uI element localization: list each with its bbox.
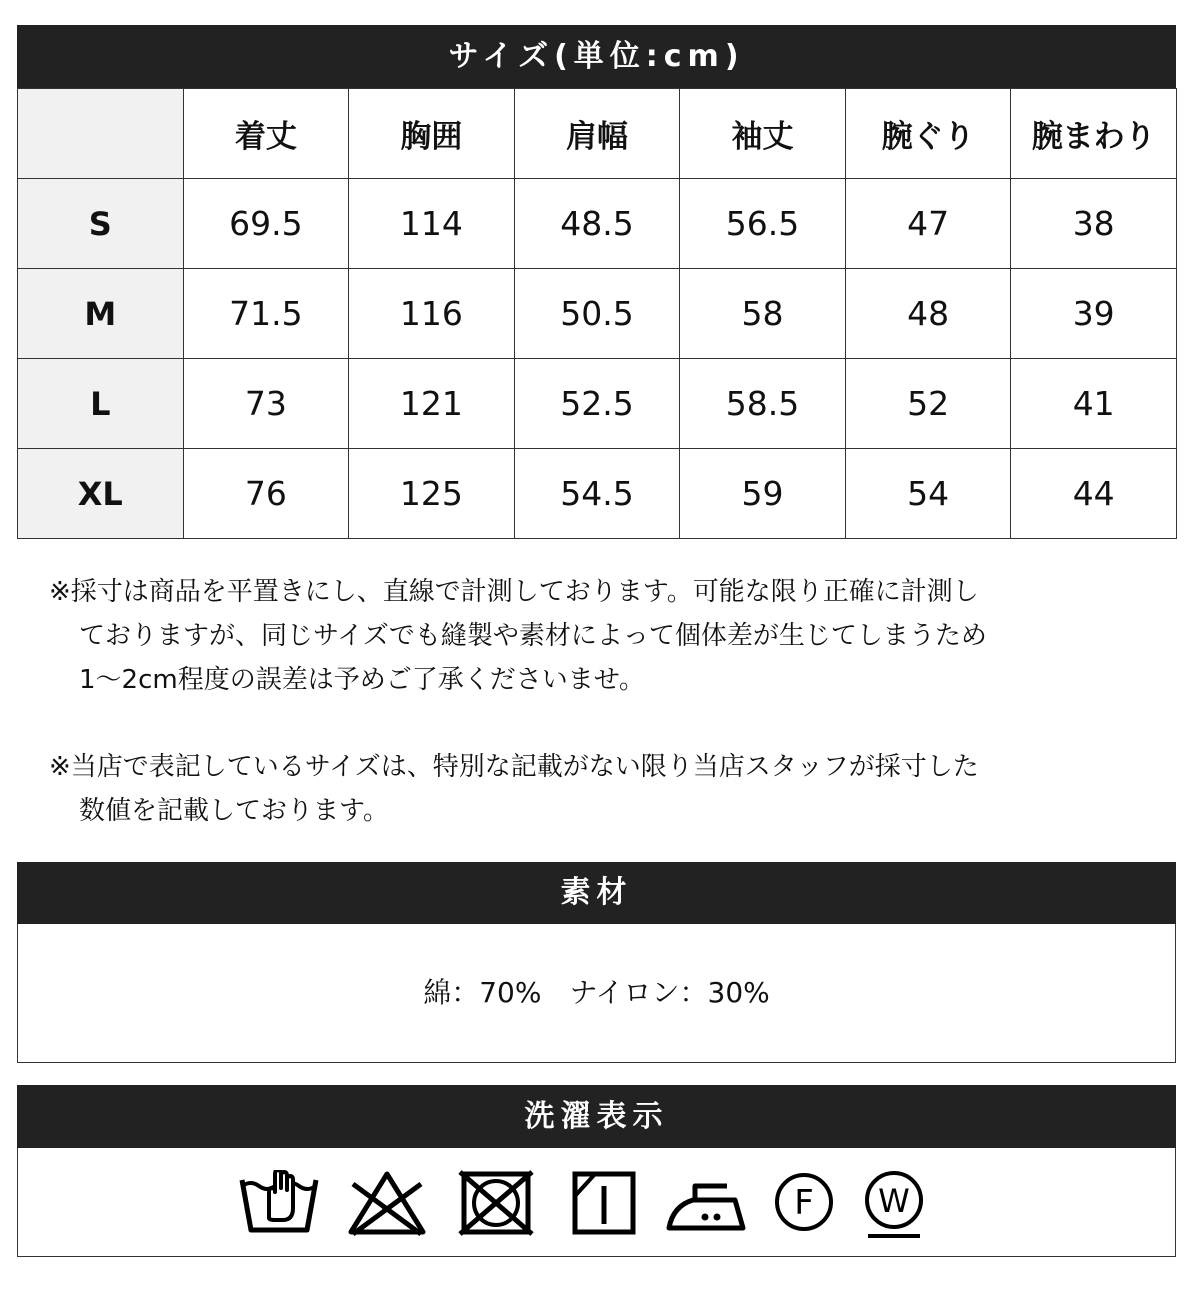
size-label: XL — [18, 449, 184, 539]
hand-wash-icon — [239, 1170, 319, 1236]
table-cell: 44 — [1011, 449, 1177, 539]
table-row — [18, 269, 1177, 359]
size-table — [17, 88, 1177, 539]
size-table-panel — [17, 25, 1176, 539]
column-header-sleeve: 袖丈 — [680, 89, 846, 179]
table-cell: 48 — [845, 269, 1011, 359]
table-row — [18, 449, 1177, 539]
table-cell: 116 — [349, 269, 515, 359]
size-notation-note — [49, 745, 1129, 833]
size-label: L — [18, 359, 184, 449]
no-bleach-icon — [347, 1170, 427, 1236]
table-cell: 48.5 — [514, 179, 680, 269]
note-line: ※採寸は商品を平置きにし、直線で計測しております。可能な限り正確に計測し — [49, 577, 979, 607]
material-text: 綿：70% ナイロン：30% — [17, 924, 1176, 1063]
care-icons — [17, 1148, 1176, 1257]
size-label: S — [18, 179, 184, 269]
iron-low-icon — [665, 1170, 747, 1236]
column-header-shoulder: 肩幅 — [514, 89, 680, 179]
care-panel — [17, 1085, 1176, 1257]
table-cell: 54 — [845, 449, 1011, 539]
line-dry-shade-icon — [571, 1170, 637, 1236]
table-cell: 38 — [1011, 179, 1177, 269]
size-table-header-row — [18, 89, 1177, 179]
table-cell: 59 — [680, 449, 846, 539]
table-row — [18, 179, 1177, 269]
table-cell: 41 — [1011, 359, 1177, 449]
column-header-arm-circumference: 腕まわり — [1011, 89, 1177, 179]
column-header-length: 着丈 — [183, 89, 349, 179]
table-cell: 50.5 — [514, 269, 680, 359]
note-line: 数値を記載しております。 — [79, 796, 389, 826]
note-line: ※当店で表記しているサイズは、特別な記載がない限り当店スタッフが採寸した — [49, 752, 979, 782]
table-cell: 73 — [183, 359, 349, 449]
note-line: ておりますが、同じサイズでも縫製や素材によって個体差が生じてしまうため — [79, 621, 987, 651]
table-cell: 47 — [845, 179, 1011, 269]
material-panel — [17, 862, 1176, 1063]
table-cell: 52.5 — [514, 359, 680, 449]
dry-clean-letter: F — [794, 1183, 814, 1223]
material-title: 素材 — [17, 862, 1176, 924]
table-cell: 39 — [1011, 269, 1177, 359]
care-title: 洗濯表示 — [17, 1085, 1176, 1148]
table-cell: 58 — [680, 269, 846, 359]
measurement-note — [49, 570, 1129, 702]
table-cell: 56.5 — [680, 179, 846, 269]
table-cell: 52 — [845, 359, 1011, 449]
note-line: 1～2cm程度の誤差は予めご了承くださいませ。 — [79, 665, 645, 695]
table-cell: 121 — [349, 359, 515, 449]
table-cell: 76 — [183, 449, 349, 539]
table-cell: 125 — [349, 449, 515, 539]
size-label: M — [18, 269, 184, 359]
size-table-corner — [18, 89, 184, 179]
column-header-chest: 胸囲 — [349, 89, 515, 179]
wet-clean-w-icon — [862, 1170, 928, 1240]
table-cell: 69.5 — [183, 179, 349, 269]
size-table-title: サイズ(単位:cm) — [17, 25, 1176, 88]
column-header-armhole: 腕ぐり — [845, 89, 1011, 179]
wet-clean-letter: W — [878, 1182, 910, 1220]
table-row — [18, 359, 1177, 449]
dry-clean-f-icon — [772, 1170, 838, 1236]
table-cell: 71.5 — [183, 269, 349, 359]
no-tumble-dry-icon — [458, 1170, 534, 1236]
table-cell: 114 — [349, 179, 515, 269]
table-cell: 54.5 — [514, 449, 680, 539]
table-cell: 58.5 — [680, 359, 846, 449]
